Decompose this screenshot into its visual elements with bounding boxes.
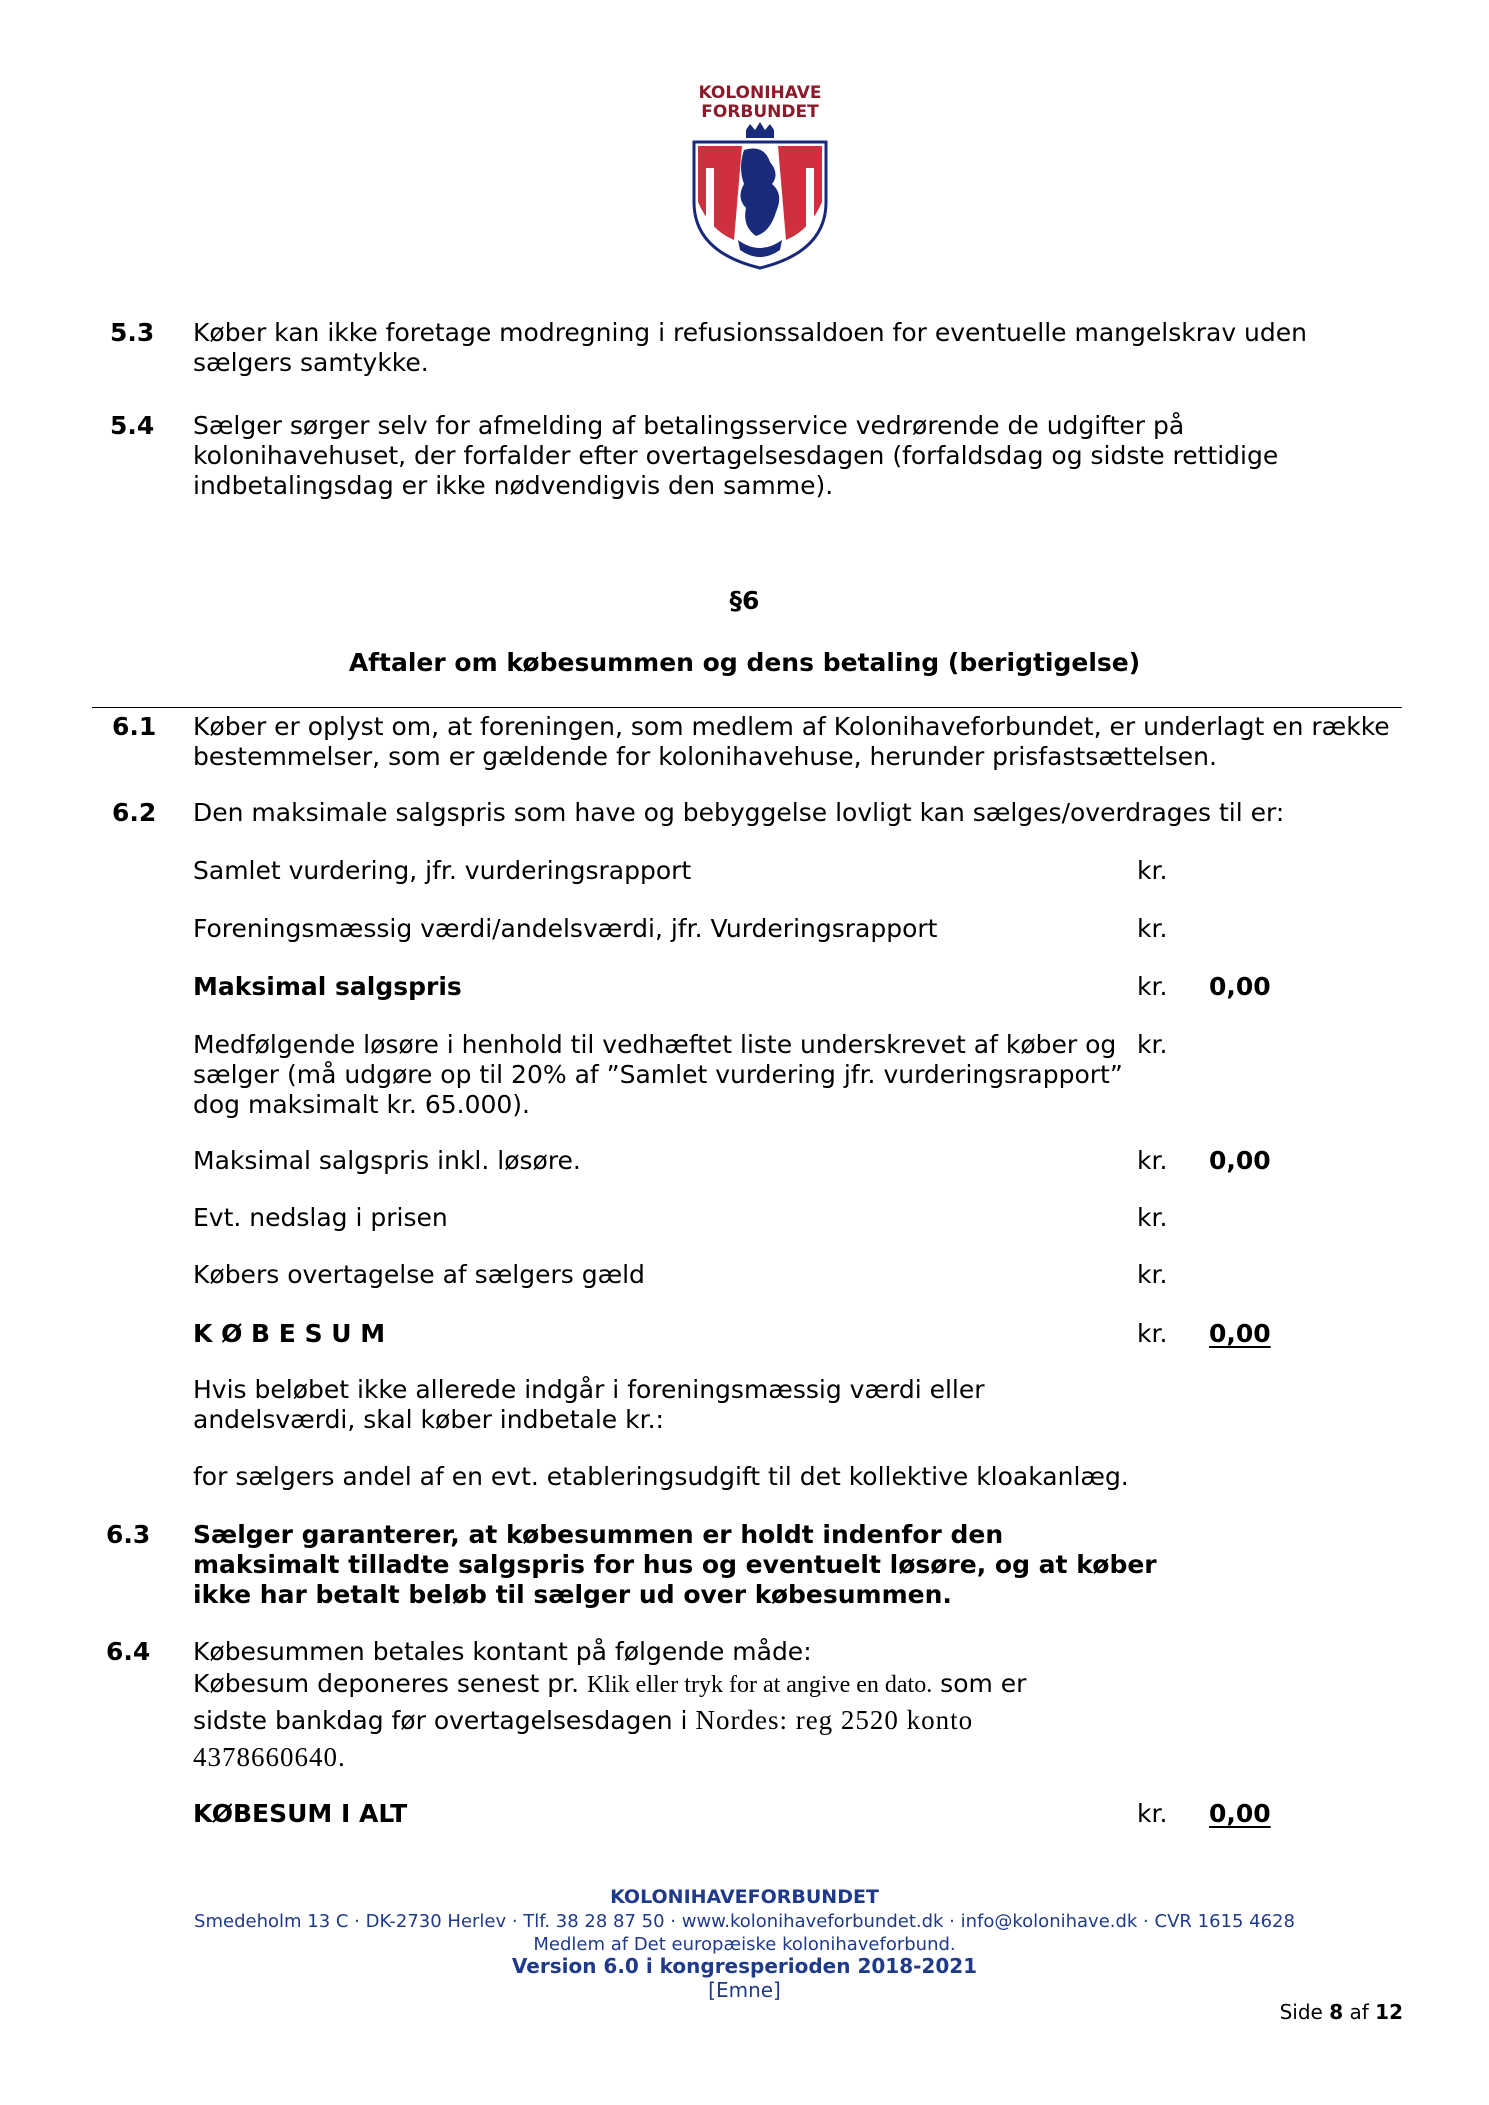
row-koebesum-amount: 0,00 [1209, 1319, 1271, 1348]
footer-address: Smedeholm 13 C · DK-2730 Herlev · Tlf. 38 28 87 50 · www.kolonihaveforbundet.dk · info@kolonihave.dk · CVR 1615 4628 [194, 1911, 1295, 1932]
section-symbol: §6 [729, 586, 760, 615]
footer-version: Version 6.0 i kongresperioden 2018-2021 [511, 1954, 978, 1978]
text-line: Køber er oplyst om, at foreningen, som medlem af Kolonihaveforbundet, er underlagt en række [193, 712, 1390, 741]
row-maks-inkl-loesoere-amount: 0,00 [1209, 1146, 1271, 1175]
section-divider [92, 707, 1402, 708]
bank-line [193, 1702, 1193, 1739]
text-line: ikke har betalt beløb til sælger ud over købesummen. [193, 1580, 952, 1609]
text-line: Sælger sørger selv for afmelding af betalingsservice vedrørende de udgifter på [193, 411, 1185, 440]
text-line: Medfølgende løsøre i henhold til vedhæftet liste underskrevet af køber og [193, 1030, 1117, 1059]
clause-number-6-1: 6.1 [112, 712, 157, 741]
page-current: 8 [1329, 2000, 1344, 2024]
text-line: indbetalingsdag er ikke nødvendigvis den samme). [193, 471, 834, 500]
text-segment: som er [940, 1669, 1027, 1698]
row-loesoere-currency: kr. [1137, 1030, 1168, 1059]
clause-number-6-2: 6.2 [112, 798, 157, 827]
clause-text-5-3 [193, 318, 1307, 378]
row-maksimal-salgspris-label: Maksimal salgspris [193, 972, 462, 1001]
clause-number-5-3: 5.3 [110, 318, 155, 347]
bank-account-field[interactable]: Nordes: reg 2520 konto [695, 1705, 974, 1735]
clause-number-6-3: 6.3 [106, 1520, 151, 1549]
text-segment: Købesum deponeres senest pr. [193, 1669, 580, 1698]
row-nedslag-currency: kr. [1137, 1203, 1168, 1232]
text-line: Sælger garanterer, at købesummen er holdt indenfor den [193, 1520, 1004, 1549]
page-total: 12 [1375, 2000, 1403, 2024]
footer-org: KOLONIHAVEFORBUNDET [610, 1886, 879, 1908]
logo-text-line1: KOLONIHAVE [698, 83, 822, 103]
row-samlet-vurdering-currency: kr. [1137, 856, 1168, 885]
row-gaeld-currency: kr. [1137, 1260, 1168, 1289]
text-line: kolonihavehuset, der forfalder efter overtagelsesdagen (forfaldsdag og sidste rettidige [193, 441, 1279, 470]
text-line: Køber kan ikke foretage modregning i refusionssaldoen for eventuelle mangelskrav uden [193, 318, 1308, 347]
row-foreningsmaessig-vaerdi-label: Foreningsmæssig værdi/andelsværdi, jfr. Vurderingsrapport [193, 914, 938, 943]
extra-payment-text [193, 1375, 985, 1435]
clause-text-6-1 [193, 712, 1390, 772]
text-line: dog maksimalt kr. 65.000). [193, 1090, 530, 1119]
clause-text-5-4 [193, 411, 1278, 501]
kolonihave-logo [680, 84, 840, 270]
text-line: Hvis beløbet ikke allerede indgår i foreningsmæssig værdi eller [193, 1375, 985, 1404]
row-maksimal-salgspris-amount: 0,00 [1209, 972, 1271, 1001]
total-label: KØBESUM I ALT [193, 1799, 408, 1828]
logo-shield-icon [680, 122, 840, 270]
row-loesoere-label [193, 1030, 1123, 1120]
total-amount: 0,00 [1209, 1799, 1271, 1828]
page-mid: af [1349, 2000, 1369, 2024]
row-nedslag-label: Evt. nedslag i prisen [193, 1203, 448, 1232]
row-maks-inkl-loesoere-label: Maksimal salgspris inkl. løsøre. [193, 1146, 581, 1175]
logo-text-line2: FORBUNDET [701, 102, 819, 122]
row-maks-inkl-loesoere-currency: kr. [1137, 1146, 1168, 1175]
text-segment: sidste bankdag før overtagelsesdagen i [193, 1706, 688, 1735]
text-line: Købesummen betales kontant på følgende måde: [193, 1637, 812, 1666]
clause-text-6-2: Den maksimale salgspris som have og bebyggelse lovligt kan sælges/overdrages til er: [193, 798, 1285, 827]
clause-number-5-4: 5.4 [110, 411, 155, 440]
row-foreningsmaessig-vaerdi-currency: kr. [1137, 914, 1168, 943]
section-heading: Aftaler om købesummen og dens betaling (berigtigelse) [348, 648, 1141, 677]
clause-text-6-3 [193, 1520, 1157, 1610]
page-number [1280, 2000, 1403, 2024]
text-line: sælger (må udgøre op til 20% af ”Samlet vurdering jfr. vurderingsrapport” [193, 1060, 1123, 1089]
clause-number-6-4: 6.4 [106, 1637, 151, 1666]
clause-text-6-4 [193, 1637, 1193, 1775]
date-picker-field[interactable]: Klik eller tryk for at angive en dato. [587, 1672, 933, 1698]
account-number: 4378660640. [193, 1742, 346, 1772]
row-koebesum-currency: kr. [1137, 1319, 1168, 1348]
page-prefix: Side [1279, 2000, 1323, 2024]
row-samlet-vurdering-label: Samlet vurdering, jfr. vurderingsrapport [193, 856, 692, 885]
text-line: maksimalt tilladte salgspris for hus og eventuelt løsøre, og at køber [193, 1550, 1157, 1579]
text-line: andelsværdi, skal køber indbetale kr.: [193, 1405, 664, 1434]
footer-subject: [Emne] [708, 1978, 781, 2002]
total-currency: kr. [1137, 1799, 1168, 1828]
footer-member: Medlem af Det europæiske kolonihaveforbund. [533, 1934, 956, 1955]
text-line: bestemmelser, som er gældende for kolonihavehuse, herunder prisfastsættelsen. [193, 742, 1217, 771]
row-gaeld-label: Købers overtagelse af sælgers gæld [193, 1260, 645, 1289]
row-koebesum-label: K Ø B E S U M [193, 1319, 386, 1348]
text-line: sælgers samtykke. [193, 348, 429, 377]
kloak-text: for sælgers andel af en evt. etableringsudgift til det kollektive kloakanlæg. [193, 1462, 1129, 1491]
row-maksimal-salgspris-currency: kr. [1137, 972, 1168, 1001]
deposit-line [193, 1667, 1193, 1702]
